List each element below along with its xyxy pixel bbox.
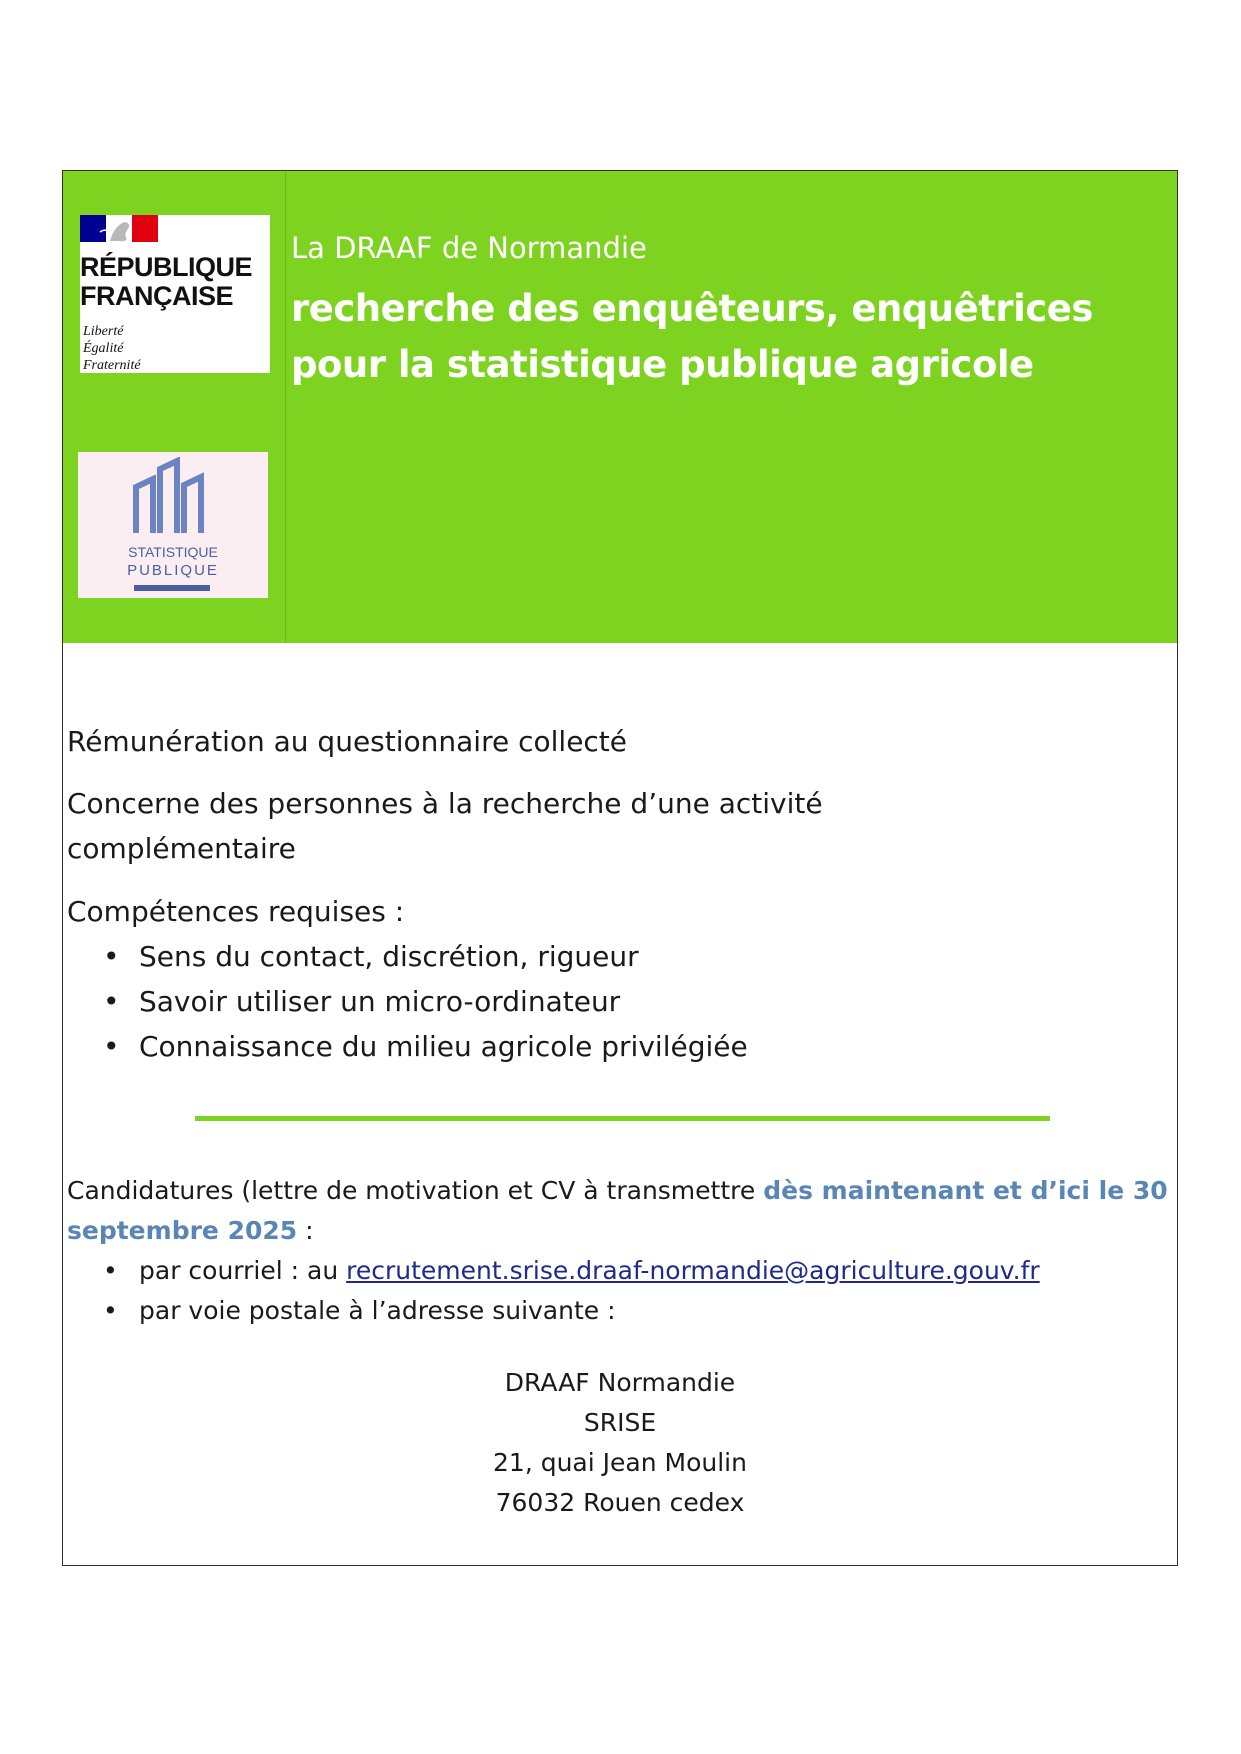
skills-list	[63, 934, 748, 1069]
bullet-icon: •	[103, 1256, 118, 1285]
rf-name-line1: RÉPUBLIQUE	[80, 252, 253, 282]
address-line3: 21, quai Jean Moulin	[493, 1448, 747, 1477]
postal-address	[63, 1363, 1177, 1523]
rf-motto-line1: Liberté	[83, 324, 124, 339]
skill-text: Savoir utiliser un micro-ordinateur	[139, 985, 621, 1018]
header-banner	[63, 171, 1177, 643]
audience-text: Concerne des personnes à la recherche d’une activité complémentaire	[67, 787, 823, 865]
skill-text: Connaissance du milieu agricole privilégiée	[139, 1030, 748, 1063]
list-item	[63, 979, 748, 1024]
rf-name	[80, 253, 252, 311]
address-line1: DRAAF Normandie	[504, 1368, 736, 1397]
applications-paragraph	[67, 1171, 1172, 1251]
bullet-icon: •	[103, 985, 120, 1018]
list-item	[63, 934, 748, 979]
sp-line1: STATISTIQUE	[128, 544, 218, 560]
skills-heading: Compétences requises :	[67, 895, 405, 928]
address-line2: SRISE	[583, 1408, 657, 1437]
sp-line2: PUBLIQUE	[127, 562, 219, 579]
marianne-flag-icon	[80, 215, 158, 242]
statistique-publique-logo	[78, 452, 268, 598]
remuneration-text: Rémunération au questionnaire collecté	[67, 725, 628, 758]
postal-text: par voie postale à l’adresse suivante :	[139, 1296, 616, 1325]
header-title: recherche des enquêteurs, enquêtrices pour la statistique publique agricole	[291, 287, 1093, 386]
republique-francaise-logo	[80, 215, 270, 373]
email-link[interactable]: recrutement.srise.draaf-normandie@agriculture.gouv.fr	[346, 1256, 1040, 1285]
sp-underline	[134, 585, 210, 591]
list-item	[63, 1251, 1040, 1291]
applications-outro: :	[297, 1216, 314, 1245]
rf-motto	[83, 323, 141, 374]
address-line4: 76032 Rouen cedex	[495, 1488, 745, 1517]
bullet-icon: •	[103, 940, 120, 973]
rf-motto-line3: Fraternité	[83, 358, 141, 373]
applications-intro: Candidatures (lettre de motivation et CV à transmettre	[67, 1176, 764, 1205]
application-methods-list	[63, 1251, 1040, 1331]
rf-name-line2: FRANÇAISE	[80, 281, 234, 311]
green-divider	[195, 1116, 1050, 1121]
skill-text: Sens du contact, discrétion, rigueur	[139, 940, 639, 973]
bullet-icon: •	[103, 1296, 118, 1325]
statistique-publique-building-icon	[133, 457, 205, 535]
rf-motto-line2: Égalité	[83, 341, 124, 356]
list-item	[63, 1024, 748, 1069]
header-subtitle: La DRAAF de Normandie	[291, 231, 647, 265]
email-prefix: par courriel : au	[139, 1256, 347, 1285]
flyer-frame	[62, 170, 1178, 1566]
header-divider	[285, 171, 286, 643]
list-item	[63, 1291, 1040, 1331]
applications-deadline: dès maintenant et d’ici le 30 septembre 2025	[67, 1176, 1168, 1245]
bullet-icon: •	[103, 1030, 120, 1063]
